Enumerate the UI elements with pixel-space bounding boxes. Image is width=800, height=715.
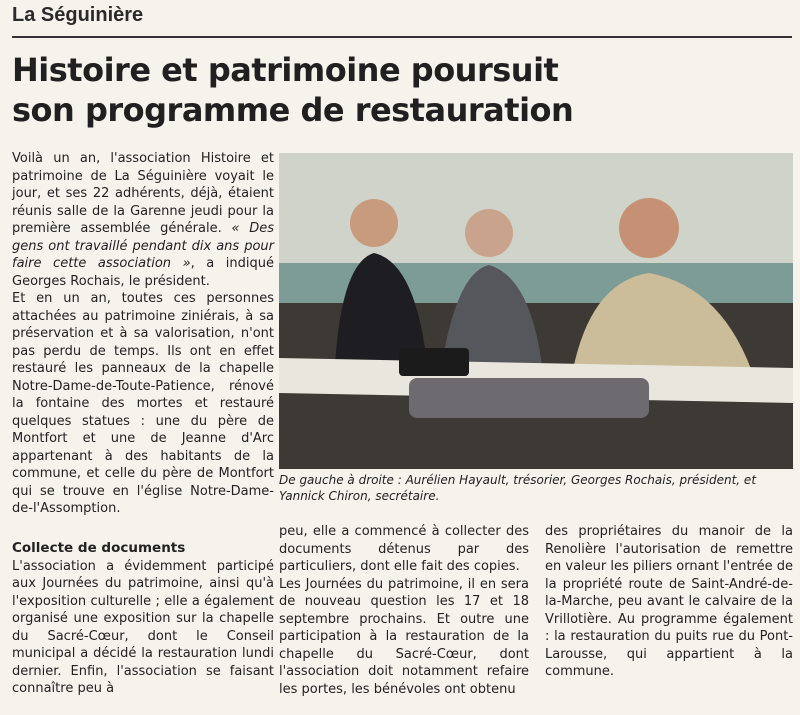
intro-text-end: , a indiqué Georges Rochais, le président. [12, 256, 274, 289]
column-2 [279, 523, 529, 698]
intro-text: Voilà un an, l'association Histoire et patrimoine de La Séguinière voyait le jour, et ses 22 adhérents, déjà, étaient réunis salle de la Garenne jeudi pour la première assemblée générale. [12, 151, 274, 236]
rubric-divider [12, 36, 792, 38]
headline-line-2: son programme de restauration [12, 91, 574, 129]
collecte-column [12, 540, 274, 698]
column-3 [545, 523, 793, 681]
headline-line-1: Histoire et patrimoine poursuit [12, 51, 559, 89]
photo-caption: De gauche à droite : Aurélien Hayault, trésorier, Georges Rochais, président, et Yannick Chiron, secrétaire. [279, 473, 757, 503]
photo-illustration [279, 153, 793, 469]
column-2-paragraph-2: Les Journées du patrimoine, il en sera de nouveau question les 17 et 18 septembre prochains. Et outre une participation à la restauration de la chapelle du Sacré-Cœur, dont l'association doit notamment refaire les portes, les bénévoles ont obtenu [279, 576, 529, 697]
column-2-paragraph-1: peu, elle a commencé à collecter des documents détenus par des particuliers, dont elle fait des copies. [279, 524, 529, 574]
intro-column [12, 150, 274, 518]
subhead: Collecte de documents [12, 540, 186, 556]
collecte-paragraph: L'association a évidemment participé aux Journées du patrimoine, ainsi qu'à l'exposition culturelle ; elle a également organisé une exposition sur la chapelle du Sacré-Cœur, dont le Conseil municipal a décidé la restauration lundi dernier. Enfin, l'association se faisant connaître peu à [12, 558, 274, 696]
president-quote: « Des gens ont travaillé pendant dix ans pour faire cette association » [12, 221, 274, 271]
headline [12, 50, 592, 130]
intro-paragraph-1 [12, 150, 274, 290]
column-3-paragraph: des propriétaires du manoir de la Renolière l'autorisation de remettre en valeur les piliers ornant l'entrée de la propriété route de Saint-André-de-la-Marche, peu avant le calvaire de la Vrillotière. Au programme également : la restauration du puits rue du Pont-Larousse, qui appartient à la commune. [545, 524, 793, 679]
article-photo [279, 153, 793, 469]
intro-paragraph-2: Et en un an, toutes ces personnes attachées au patrimoine ziniérais, à sa préservation et à sa valorisation, n'ont pas perdu de temps. Ils ont en effet restauré les panneaux de la chapelle Notre-Dame-de-Toute-Patience, rénové la fontaine des mortes et restauré quelques statues : une du père de Montfort et une de Jeanne d'Arc appartenant à des habitants de la commune, et celle du père de Montfort qui se trouve en l'église Notre-Dame-de-l'Assomption. [12, 291, 274, 516]
section-rubric: La Séguinière [12, 4, 144, 26]
